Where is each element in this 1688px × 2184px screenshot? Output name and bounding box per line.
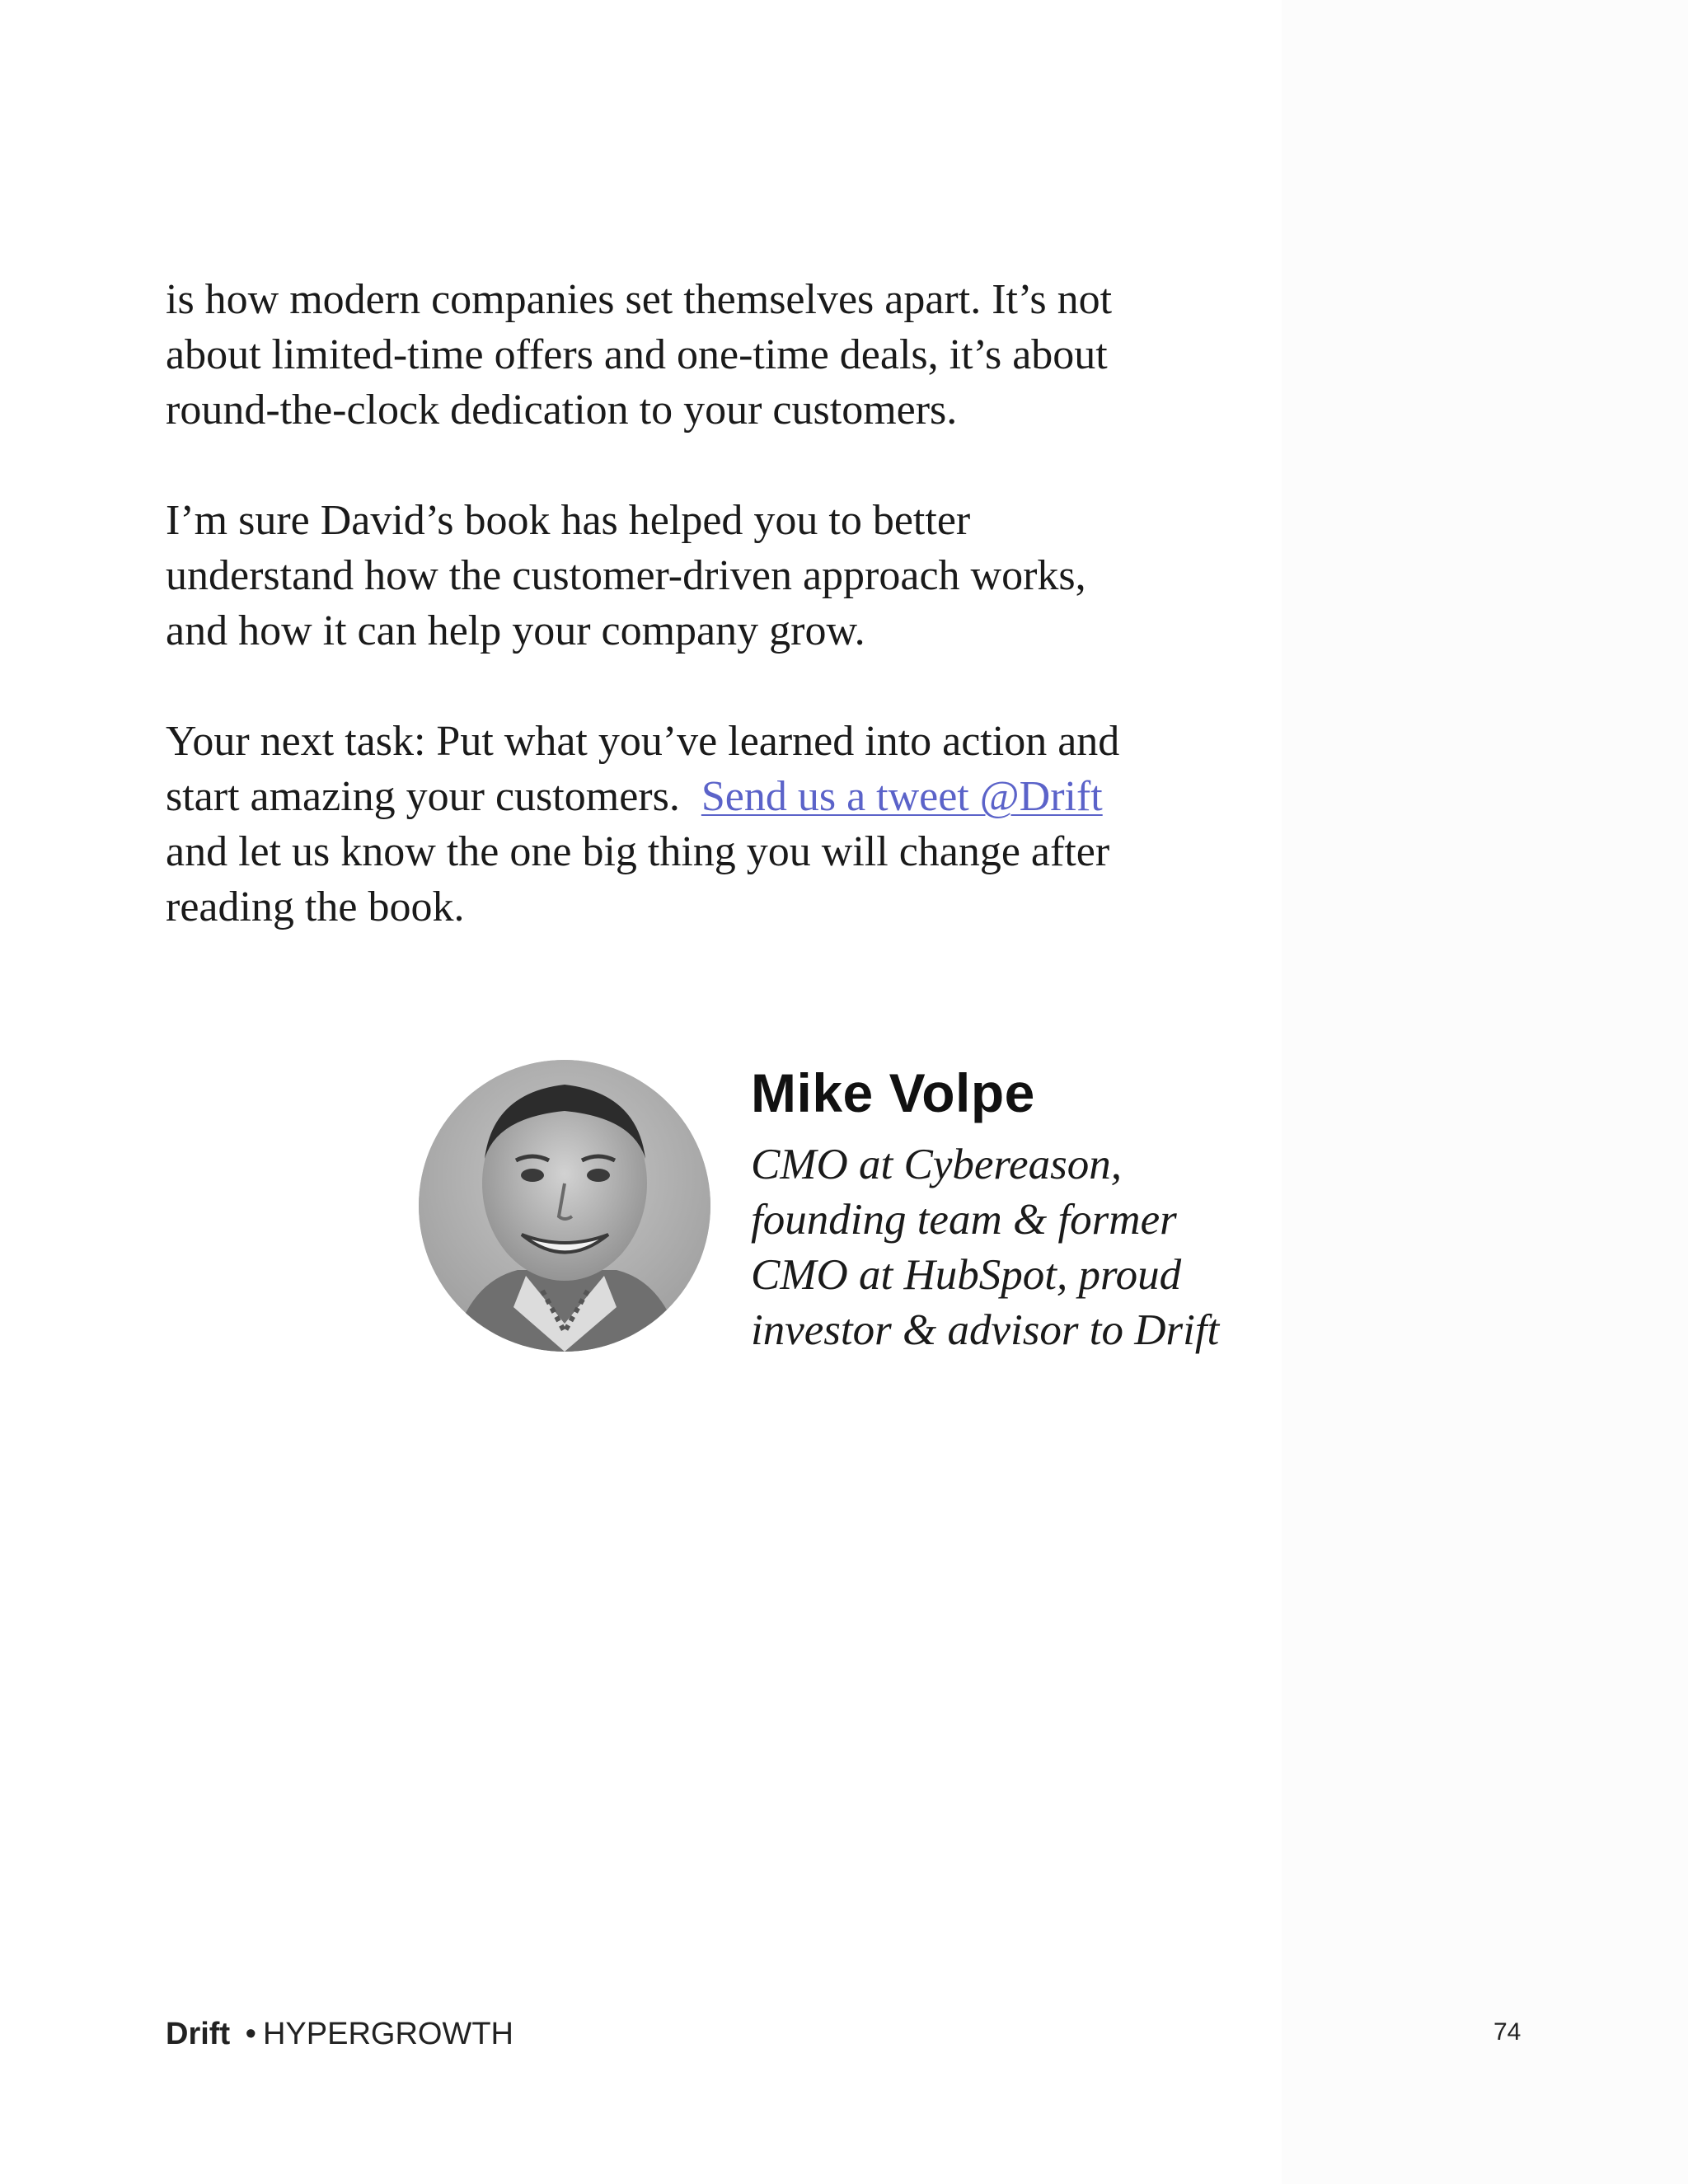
author-title: [751, 1137, 1328, 1358]
text-line: about limited-time offers and one-time deals, it’s about: [166, 331, 1108, 378]
paragraph-1: [166, 272, 1320, 438]
footer-book-title: HYPERGROWTH: [262, 2017, 513, 2051]
author-info: [751, 1060, 1328, 1358]
paragraph-2: [166, 493, 1320, 658]
text-line: Your next task: Put what you’ve learned into action and: [166, 718, 1120, 765]
body-text: [166, 272, 1320, 990]
text-line: I’m sure David’s book has helped you to better: [166, 497, 971, 544]
author-name: Mike Volpe: [751, 1062, 1035, 1123]
author-avatar: [419, 1060, 710, 1352]
page-number: 74: [1493, 2018, 1522, 2046]
author-title-line: CMO at HubSpot, proud: [751, 1251, 1182, 1299]
footer-separator: •: [245, 2017, 256, 2051]
tweet-link[interactable]: Send us a tweet @Drift: [701, 773, 1103, 820]
author-portrait-icon: [419, 1060, 710, 1352]
page-footer: [166, 2014, 513, 2054]
text-line: is how modern companies set themselves apart. It’s not: [166, 276, 1113, 323]
page-background: [1282, 0, 1688, 2184]
author-block: [419, 1060, 1325, 1357]
text-line: and how it can help your company grow.: [166, 607, 865, 654]
author-title-line: investor & advisor to Drift: [751, 1306, 1220, 1354]
text-segment: start amazing your customers.: [166, 773, 680, 820]
text-line: and let us know the one big thing you will change after: [166, 828, 1110, 875]
paragraph-3: [166, 714, 1320, 935]
author-title-line: CMO at Cybereason,: [751, 1141, 1122, 1188]
author-title-line: founding team & former: [751, 1196, 1177, 1244]
text-line: round-the-clock dedication to your customers.: [166, 387, 958, 434]
text-line: [166, 769, 1320, 824]
text-line: understand how the customer-driven approach works,: [166, 552, 1086, 599]
footer-brand: Drift: [166, 2017, 231, 2051]
text-line: reading the book.: [166, 883, 465, 930]
